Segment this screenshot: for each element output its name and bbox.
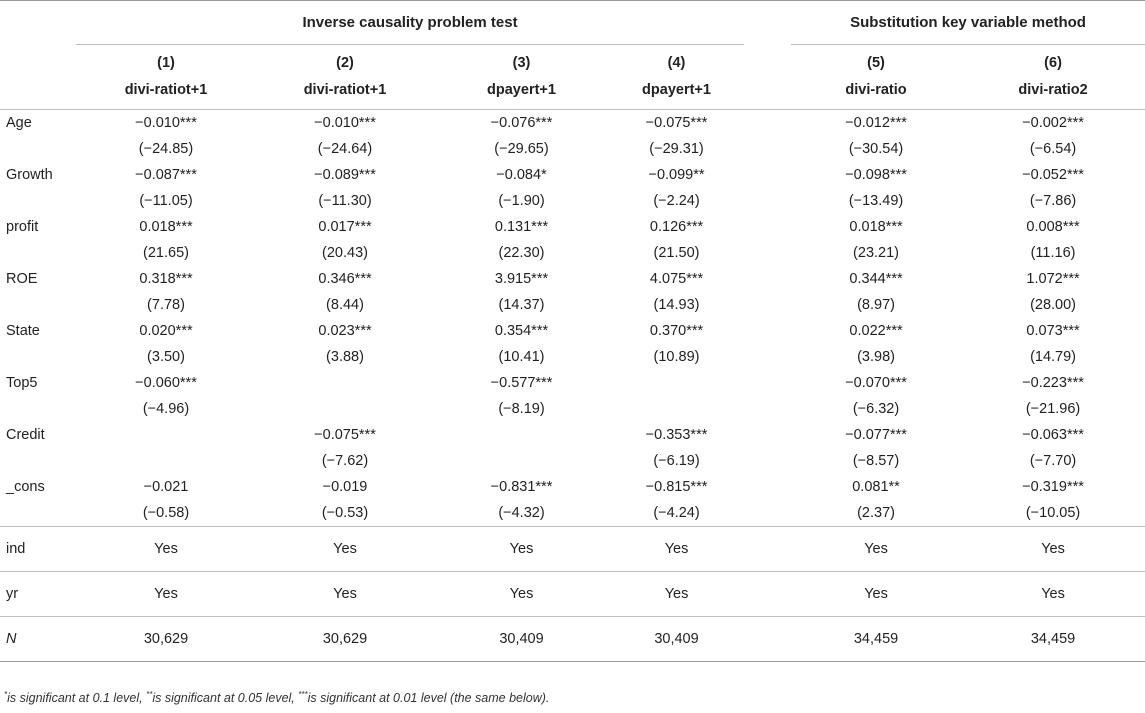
value-cell: 34,459 <box>791 617 961 662</box>
value-cell: −0.019 <box>322 479 368 495</box>
value-cell: 0.018*** <box>849 219 903 235</box>
footnote-text-3: is significant at 0.01 level (the same below). <box>307 691 550 706</box>
value-cell <box>434 422 609 448</box>
spacer-cell <box>744 474 791 500</box>
coef-row <box>0 370 1145 396</box>
value-cell: (−7.70) <box>1029 453 1077 469</box>
value-cell: (−30.54) <box>848 141 904 157</box>
col-name-6: divi-ratio2 <box>1018 82 1088 98</box>
t-stat-row <box>0 240 1145 266</box>
spacer-cell <box>744 162 791 188</box>
value-cell: (21.65) <box>143 245 189 261</box>
row-label <box>0 136 76 162</box>
t-stat-row <box>0 344 1145 370</box>
row-label <box>0 396 76 422</box>
row-label: profit <box>6 219 39 235</box>
footnote-text-1: is significant at 0.1 level, <box>7 691 147 706</box>
value-cell: 0.022*** <box>849 323 903 339</box>
value-cell: (−11.30) <box>318 193 372 209</box>
value-cell: −0.010*** <box>76 110 256 137</box>
value-cell: (−2.24) <box>653 193 700 209</box>
coef-row <box>0 214 1145 240</box>
value-cell: −0.077*** <box>845 427 907 443</box>
value-cell: (22.30) <box>498 245 545 261</box>
coef-row <box>0 162 1145 188</box>
value-cell: (−8.19) <box>498 401 545 417</box>
value-cell: (−4.24) <box>653 505 700 521</box>
coef-row <box>0 422 1145 448</box>
coef-row <box>0 266 1145 292</box>
spacer-cell <box>744 396 791 422</box>
value-cell: Yes <box>609 572 744 617</box>
spacer-cell <box>744 617 791 662</box>
value-cell: Yes <box>961 527 1145 572</box>
t-stat-row <box>0 292 1145 318</box>
value-cell: (−6.32) <box>852 401 900 417</box>
value-cell: 30,409 <box>434 617 609 662</box>
value-cell: −0.831*** <box>490 479 553 495</box>
value-cell: (−13.49) <box>848 193 904 209</box>
footnote-mark-1: * <box>4 690 8 699</box>
value-cell: (21.50) <box>653 245 700 261</box>
value-cell: −0.098*** <box>845 167 907 183</box>
value-cell: −0.070*** <box>845 375 907 391</box>
spacer-cell <box>744 188 791 214</box>
value-cell: (14.79) <box>1030 349 1077 365</box>
spacer-cell <box>744 422 791 448</box>
col-name-5: divi-ratio <box>845 82 907 98</box>
value-cell: (−6.19) <box>653 453 700 469</box>
value-cell: −0.577*** <box>490 375 553 391</box>
value-cell: −0.076*** <box>434 110 609 137</box>
value-cell: Yes <box>434 527 609 572</box>
value-cell: (−24.64) <box>317 141 373 157</box>
yr-row <box>0 572 1145 617</box>
value-cell: (8.97) <box>857 297 895 313</box>
value-cell: (−10.05) <box>1025 505 1081 521</box>
row-label <box>0 240 76 266</box>
value-cell: −0.002*** <box>961 110 1145 137</box>
value-cell: Yes <box>434 572 609 617</box>
value-cell: 0.018*** <box>139 219 193 235</box>
spacer-cell <box>744 448 791 474</box>
col-name-3: dpayert+1 <box>487 82 556 98</box>
value-cell <box>609 396 744 422</box>
value-cell: (7.78) <box>147 297 185 313</box>
value-cell: 1.072*** <box>1026 271 1080 287</box>
value-cell: −0.815*** <box>645 479 708 495</box>
value-cell: 30,629 <box>76 617 256 662</box>
value-cell: 0.008*** <box>1026 219 1080 235</box>
column-number-row <box>0 45 1145 72</box>
value-cell: Yes <box>256 527 434 572</box>
spacer-cell <box>744 110 791 137</box>
value-cell: (3.50) <box>147 349 185 365</box>
value-cell: −0.063*** <box>1022 427 1084 443</box>
value-cell: 30,409 <box>609 617 744 662</box>
value-cell: Yes <box>76 572 256 617</box>
row-label: State <box>6 323 40 339</box>
value-cell: (2.37) <box>857 505 895 521</box>
value-cell: (−8.57) <box>852 453 900 469</box>
coef-row <box>0 474 1145 500</box>
group-inverse-causality: Inverse causality problem test <box>76 0 744 45</box>
value-cell: (−1.90) <box>498 193 545 209</box>
value-cell: (14.93) <box>653 297 700 313</box>
value-cell: 0.020*** <box>139 323 193 339</box>
value-cell: 0.131*** <box>494 219 549 235</box>
value-cell: 0.318*** <box>139 271 193 287</box>
value-cell <box>76 448 256 474</box>
spacer-cell <box>744 292 791 318</box>
value-cell: 34,459 <box>961 617 1145 662</box>
t-stat-row <box>0 188 1145 214</box>
value-cell: 4.075*** <box>649 271 704 287</box>
value-cell: −0.099** <box>648 167 705 183</box>
spacer-cell <box>744 266 791 292</box>
value-cell: −0.052*** <box>1022 167 1084 183</box>
n-row <box>0 617 1145 662</box>
value-cell: −0.087*** <box>135 167 197 183</box>
value-cell: 0.126*** <box>649 219 704 235</box>
value-cell: (8.44) <box>326 297 364 313</box>
col-name-4: dpayert+1 <box>642 82 711 98</box>
col-number-6: (6) <box>1044 55 1062 71</box>
row-label <box>0 292 76 318</box>
row-label: Age <box>0 110 76 137</box>
value-cell: Yes <box>791 527 961 572</box>
value-cell: (−4.32) <box>498 505 545 521</box>
t-stat-row <box>0 136 1145 162</box>
value-cell: −0.089*** <box>314 167 376 183</box>
value-cell: 0.370*** <box>649 323 704 339</box>
spacer-cell <box>744 214 791 240</box>
footnote-mark-2: ** <box>146 690 153 699</box>
value-cell: (−21.96) <box>1025 401 1081 417</box>
value-cell: (−0.58) <box>142 505 190 521</box>
value-cell: (−6.54) <box>1029 141 1077 157</box>
value-cell: Yes <box>609 527 744 572</box>
coef-row <box>0 318 1145 344</box>
t-stat-row <box>0 448 1145 474</box>
row-label: ROE <box>6 271 38 287</box>
spacer-cell <box>744 136 791 162</box>
footnote-mark-3: *** <box>298 690 308 699</box>
group-header-row <box>0 0 1145 45</box>
value-cell: −0.223*** <box>1022 375 1084 391</box>
value-cell: (−0.53) <box>321 505 369 521</box>
spacer-cell <box>744 500 791 527</box>
value-cell: 30,629 <box>256 617 434 662</box>
spacer-cell <box>744 240 791 266</box>
value-cell: (−29.65) <box>494 141 549 157</box>
value-cell: −0.075*** <box>314 427 376 443</box>
value-cell: (−29.31) <box>649 141 704 157</box>
value-cell: (−7.86) <box>1029 193 1077 209</box>
value-cell: 0.354*** <box>494 323 549 339</box>
value-cell: 0.017*** <box>318 219 372 235</box>
col-name-2: divi-ratiot+1 <box>303 82 387 98</box>
value-cell: (−11.05) <box>139 193 193 209</box>
value-cell: −0.319*** <box>1022 479 1084 495</box>
value-cell: (−4.96) <box>142 401 190 417</box>
value-cell: (10.41) <box>498 349 545 365</box>
value-cell <box>256 396 434 422</box>
value-cell: −0.075*** <box>609 110 744 137</box>
coef-row <box>0 110 1145 137</box>
footnote <box>4 690 549 705</box>
value-cell: −0.084* <box>496 167 547 183</box>
value-cell: (−7.62) <box>321 453 369 469</box>
value-cell: −0.060*** <box>135 375 197 391</box>
value-cell: Yes <box>76 527 256 572</box>
row-label <box>0 344 76 370</box>
col-number-1: (1) <box>157 55 175 71</box>
value-cell: (3.98) <box>857 349 895 365</box>
value-cell: (3.88) <box>326 349 364 365</box>
footnote-text-2: is significant at 0.05 level, <box>152 691 299 706</box>
spacer-cell <box>744 344 791 370</box>
value-cell: (20.43) <box>322 245 368 261</box>
value-cell <box>609 370 744 396</box>
value-cell: Yes <box>961 572 1145 617</box>
value-cell <box>256 370 434 396</box>
value-cell: (28.00) <box>1030 297 1077 313</box>
t-stat-row <box>0 396 1145 422</box>
col-name-1: divi-ratiot+1 <box>124 82 208 98</box>
t-stat-row <box>0 500 1145 527</box>
row-label <box>0 188 76 214</box>
value-cell: 3.915*** <box>494 271 549 287</box>
row-label: Credit <box>6 427 45 443</box>
value-cell: 0.346*** <box>318 271 372 287</box>
row-label: _cons <box>6 479 45 495</box>
row-label <box>0 448 76 474</box>
value-cell: (11.16) <box>1030 245 1076 261</box>
group-substitution: Substitution key variable method <box>791 0 1145 45</box>
value-cell: (10.89) <box>653 349 700 365</box>
ind-row <box>0 527 1145 572</box>
spacer-cell <box>744 370 791 396</box>
col-number-2: (2) <box>336 55 354 71</box>
row-label: ind <box>0 527 76 572</box>
spacer-cell <box>744 572 791 617</box>
value-cell: 0.073*** <box>1026 323 1080 339</box>
row-label: yr <box>0 572 76 617</box>
value-cell: (−24.85) <box>138 141 194 157</box>
spacer-cell <box>744 318 791 344</box>
value-cell: −0.353*** <box>645 427 708 443</box>
value-cell: 0.081** <box>852 479 900 495</box>
col-number-4: (4) <box>667 55 686 71</box>
value-cell: −0.021 <box>143 479 189 495</box>
col-number-3: (3) <box>512 55 531 71</box>
value-cell: (14.37) <box>498 297 545 313</box>
value-cell: (23.21) <box>853 245 899 261</box>
value-cell: Yes <box>791 572 961 617</box>
value-cell <box>76 422 256 448</box>
value-cell: 0.023*** <box>318 323 372 339</box>
value-cell: −0.012*** <box>791 110 961 137</box>
row-label: Top5 <box>6 375 38 391</box>
row-label <box>0 500 76 527</box>
spacer-cell <box>744 527 791 572</box>
value-cell: 0.344*** <box>849 271 903 287</box>
value-cell: −0.010*** <box>256 110 434 137</box>
value-cell: Yes <box>256 572 434 617</box>
value-cell <box>434 448 609 474</box>
row-label: Growth <box>6 167 53 183</box>
row-label: N <box>0 617 76 662</box>
column-name-row <box>0 71 1145 110</box>
col-number-5: (5) <box>867 55 885 71</box>
